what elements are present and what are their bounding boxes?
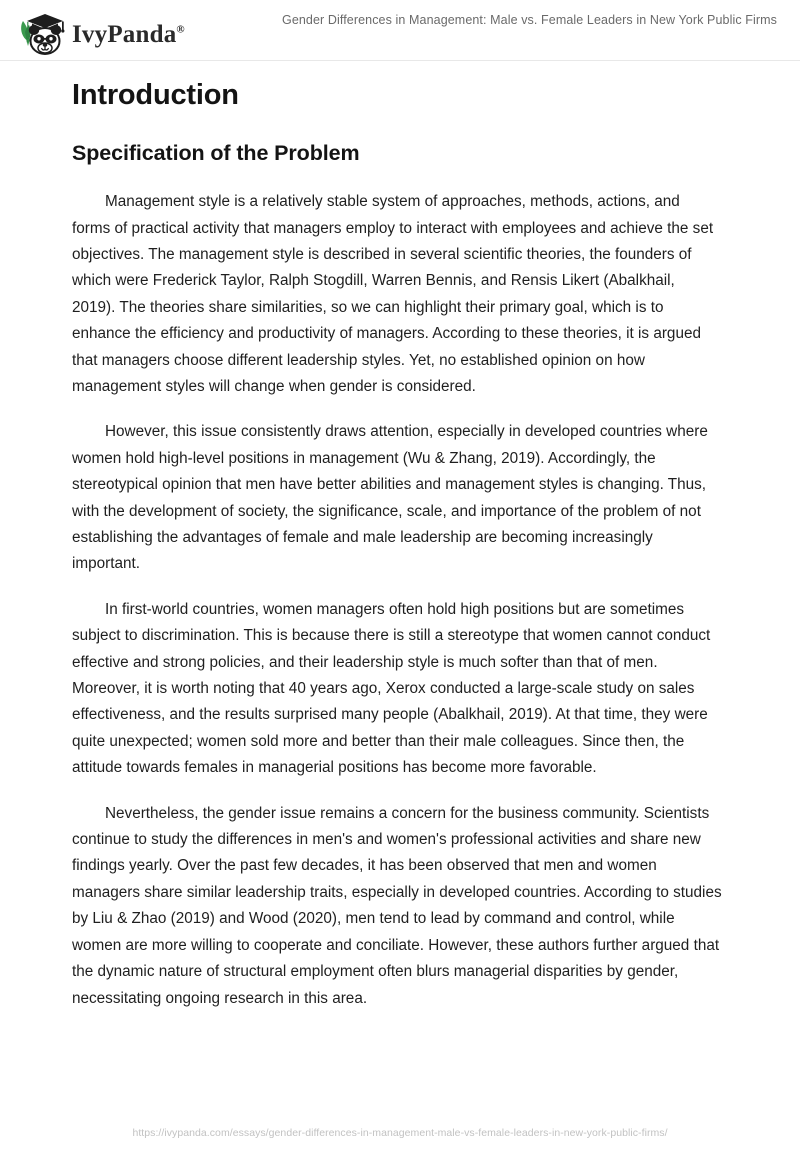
brand-logo[interactable] — [14, 10, 185, 56]
paragraph-4: Nevertheless, the gender issue remains a concern for the business community. Scientists continue to study the differences in men's and women's professional activities and share new findings yearly. Over the past few decades, it has been observed that men and women managers share similar leadership traits, especially in developed countries. According to studies by Liu & Zhao (2019) and Wood (2020), men tend to lead by command and control, while women are more willing to cooperate and conciliate. However, these authors further argued that the dynamic nature of structural employment often blurs managerial disparities by gender, necessitating ongoing research in this area. — [72, 804, 722, 1007]
paragraph-3: In first-world countries, women managers often hold high positions but are sometimes subject to discrimination. This is because there is still a stereotype that women cannot conduct effective and strong policies, and their leadership style is much softer than that of men. Moreover, it is worth noting that 40 years ago, Xerox conducted a large-scale study on sales effectiveness, and the results surprised many people (Abalkhail, 2019). At that time, they were quite unexpected; women sold more and better than their male colleagues. Since then, the attitude towards females in managerial positions has become more favorable. — [72, 600, 711, 777]
paragraph-2: However, this issue consistently draws attention, especially in developed countries where women hold high-level positions in management (Wu & Zhang, 2019). Accordingly, the stereotypical opinion that men have better abilities and management styles is changing. Thus, with the development of society, the significance, scale, and importance of the problem of not establishing the advantages of female and male leadership are becoming increasingly important. — [72, 423, 708, 573]
paragraph-1: Management style is a relatively stable system of approaches, methods, actions, and forms of practical activity that managers employ to interact with employees and achieve the set objectives. The management style is described in several scientific theories, the founders of which were Frederick Taylor, Ralph Stogdill, Warren Bennis, and Rensis Likert (Abalkhail, 2019). The theories share similarities, so we can highlight their primary goal, which is to enhance the efficiency and productivity of managers. According to these theories, it is argued that managers choose different leadership styles. Yet, no established opinion on how management styles will change when gender is considered. — [72, 193, 714, 395]
running-head-title: Gender Differences in Management: Male vs. Female Leaders in New York Public Firms — [282, 13, 777, 27]
page-header — [0, 0, 800, 61]
citation-wu-zhang: management (Wu & Zhang, — [309, 449, 497, 467]
brand-name-text: IvyPanda — [72, 20, 177, 48]
page-footer — [0, 1114, 800, 1160]
section-heading-specification: Specification of the Problem — [72, 141, 360, 166]
brand-wordmark — [72, 22, 185, 47]
page-title: Introduction — [72, 79, 239, 111]
document-content — [72, 61, 722, 1012]
panda-graduate-logo-icon — [14, 10, 66, 56]
source-url[interactable]: https://ivypanda.com/essays/gender-differences-in-management-male-vs-female-leaders-in-new-york-public-firms/ — [132, 1127, 668, 1139]
registered-mark: ® — [176, 23, 185, 36]
